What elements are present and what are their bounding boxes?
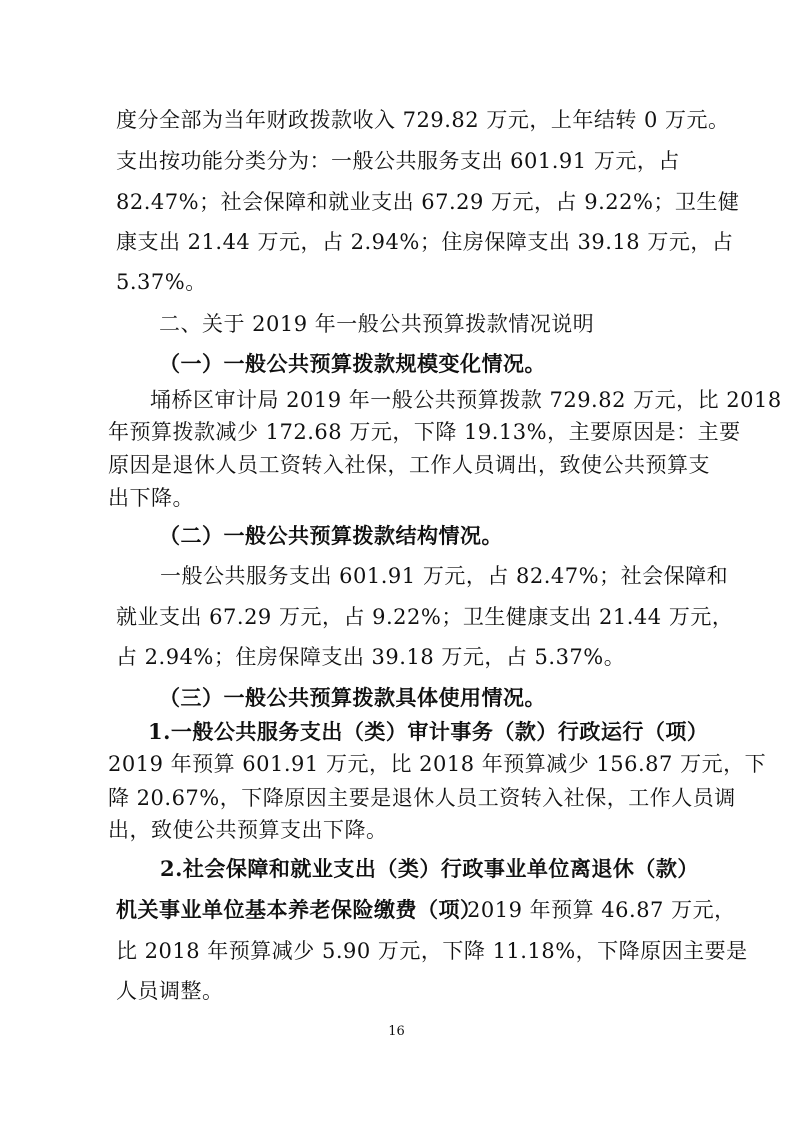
subsection-heading: （三）一般公共预算拨款具体使用情况。 — [159, 685, 546, 710]
text-line: 原因是退休人员工资转入社保，工作人员调出，致使公共预算支 — [108, 453, 710, 477]
text-line: 5.37%。 — [116, 270, 207, 294]
text-line: 比 2018 年预算减少 5.90 万元，下降 11.18%，下降原因主要是 — [116, 939, 748, 963]
text-line: 降 20.67%，下降原因主要是退休人员工资转入社保，工作人员调 — [108, 786, 736, 810]
text-line: 康支出 21.44 万元，占 2.94%；住房保障支出 39.18 万元，占 — [116, 230, 734, 254]
text-line: 支出按功能分类分为：一般公共服务支出 601.91 万元，占 — [116, 149, 680, 173]
subsection-heading: （一）一般公共预算拨款规模变化情况。 — [159, 351, 546, 376]
subsection-heading: （二）一般公共预算拨款结构情况。 — [159, 523, 503, 548]
item-heading: 1.一般公共服务支出（类）审计事务（款）行政运行（项） — [148, 719, 709, 744]
text-line: 就业支出 67.29 万元，占 9.22%；卫生健康支出 21.44 万元， — [116, 605, 734, 629]
text-line: 出，致使公共预算支出下降。 — [108, 818, 388, 842]
text-line: 82.47%；社会保障和就业支出 67.29 万元，占 9.22%；卫生健 — [116, 190, 740, 214]
text-line: 一般公共服务支出 601.91 万元，占 82.47%；社会保障和 — [160, 564, 729, 588]
page-number: 16 — [388, 1024, 405, 1039]
text-line: 2019 年预算 601.91 万元，比 2018 年预算减少 156.87 万元，下 — [108, 752, 767, 776]
item-heading-continued: 机关事业单位基本养老保险缴费（项） — [116, 897, 482, 922]
text-line: 人员调整。 — [116, 979, 224, 1003]
text-line: 年预算拨款减少 172.68 万元，下降 19.13%，主要原因是：主要 — [108, 420, 741, 444]
text-line: 2019 年预算 46.87 万元， — [467, 898, 736, 922]
text-line: 出下降。 — [108, 486, 194, 510]
text-line: 度分全部为当年财政拨款收入 729.82 万元，上年结转 0 万元。 — [116, 108, 730, 132]
item-heading: 2.社会保障和就业支出（类）行政事业单位离退休（款） — [160, 856, 699, 881]
text-line: 埇桥区审计局 2019 年一般公共预算拨款 729.82 万元，比 2018 — [150, 388, 782, 412]
section-heading: 二、关于 2019 年一般公共预算拨款情况说明 — [159, 312, 595, 336]
text-line: 占 2.94%；住房保障支出 39.18 万元，占 5.37%。 — [116, 645, 626, 669]
